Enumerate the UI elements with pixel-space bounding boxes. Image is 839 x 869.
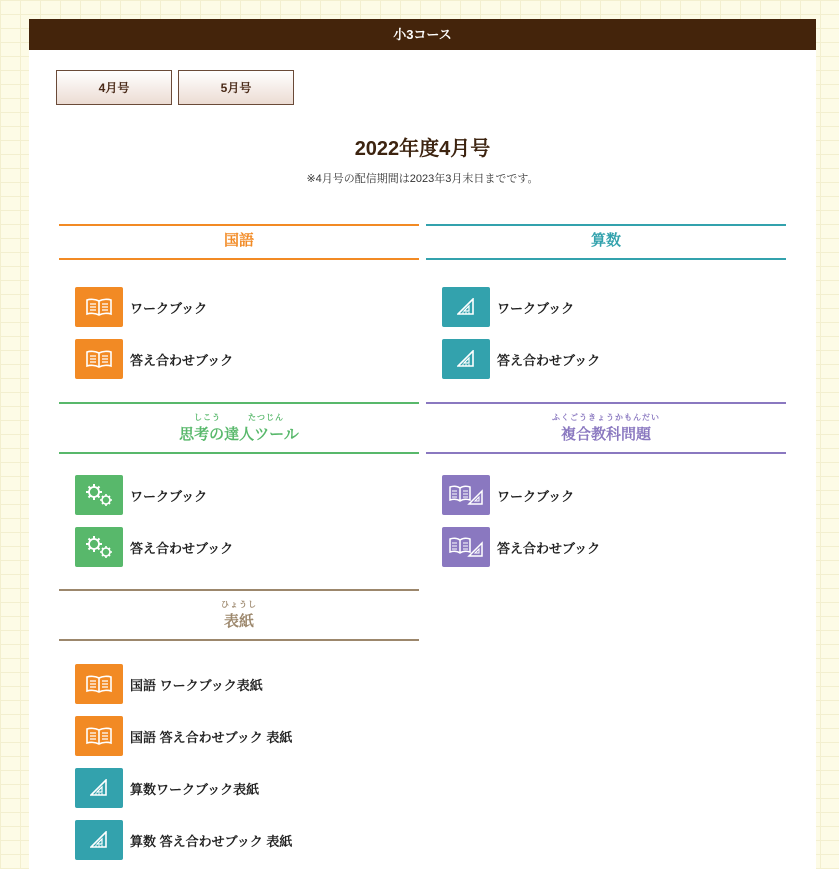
triangle-ruler-icon xyxy=(442,339,490,379)
item-label: ワークブック xyxy=(130,300,208,316)
section-kokugo xyxy=(59,224,419,394)
hyoshi-sansu-workbook-link[interactable] xyxy=(75,768,259,808)
section-fukugo xyxy=(426,402,786,582)
shiko-answerbook-link[interactable] xyxy=(75,527,233,567)
item-label: 算数ワークブック表紙 xyxy=(130,781,260,797)
sansu-answerbook-link[interactable] xyxy=(442,339,600,379)
item-label: 国語 ワークブック表紙 xyxy=(130,677,263,693)
triangle-ruler-icon xyxy=(442,287,490,327)
kokugo-workbook-link[interactable] xyxy=(75,287,207,327)
section-hyoshi-header xyxy=(59,589,419,641)
item-label: 算数 答え合わせブック 表紙 xyxy=(130,833,293,849)
section-shiko-title: 思考の達人ツール xyxy=(179,426,299,443)
tab-may[interactable]: 5月号 xyxy=(178,70,294,105)
section-hyoshi-title: 表紙 xyxy=(223,613,254,630)
section-shiko-header xyxy=(59,402,419,454)
triangle-ruler-icon xyxy=(75,768,123,808)
book-ruler-icon xyxy=(442,475,490,515)
section-hyoshi-ruby: ひょうし xyxy=(221,600,257,609)
gears-icon xyxy=(75,527,123,567)
section-shiko-ruby: しこう たつじん xyxy=(194,413,284,422)
item-label: 答え合わせブック xyxy=(130,352,234,368)
kokugo-answerbook-link[interactable] xyxy=(75,339,233,379)
hyoshi-kokugo-workbook-link[interactable] xyxy=(75,664,263,704)
book-icon xyxy=(75,716,123,756)
book-ruler-icon xyxy=(442,527,490,567)
section-fukugo-ruby: ふくごうきょうかもんだい xyxy=(552,413,660,422)
book-icon xyxy=(75,664,123,704)
section-kokugo-title: 国語 xyxy=(223,232,254,249)
book-icon xyxy=(75,339,123,379)
item-label: ワークブック xyxy=(497,488,575,504)
triangle-ruler-icon xyxy=(75,820,123,860)
page-title: 2022年度4月号 xyxy=(354,138,491,160)
month-tabs xyxy=(56,70,294,105)
delivery-note: ※4月号の配信期間は2023年3月末日までです。 xyxy=(306,173,539,185)
section-sansu-title: 算数 xyxy=(590,232,621,249)
hyoshi-kokugo-answerbook-link[interactable] xyxy=(75,716,292,756)
item-label: ワークブック xyxy=(130,488,208,504)
item-label: 答え合わせブック xyxy=(130,540,234,556)
tab-april[interactable]: 4月号 xyxy=(56,70,172,105)
course-panel xyxy=(29,19,816,869)
item-label: 答え合わせブック xyxy=(497,352,601,368)
section-fukugo-title: 複合教科問題 xyxy=(560,426,651,443)
hyoshi-sansu-answerbook-link[interactable] xyxy=(75,820,292,860)
section-fukugo-header xyxy=(426,402,786,454)
section-kokugo-header xyxy=(59,224,419,260)
course-header: 小3コース xyxy=(29,19,816,50)
gears-icon xyxy=(75,475,123,515)
section-hyoshi xyxy=(59,589,419,869)
item-label: ワークブック xyxy=(497,300,575,316)
section-sansu xyxy=(426,224,786,394)
book-icon xyxy=(75,287,123,327)
item-label: 答え合わせブック xyxy=(497,540,601,556)
sansu-workbook-link[interactable] xyxy=(442,287,574,327)
fukugo-answerbook-link[interactable] xyxy=(442,527,600,567)
fukugo-workbook-link[interactable] xyxy=(442,475,574,515)
section-sansu-header xyxy=(426,224,786,260)
shiko-workbook-link[interactable] xyxy=(75,475,207,515)
section-shiko xyxy=(59,402,419,582)
item-label: 国語 答え合わせブック 表紙 xyxy=(130,729,293,745)
